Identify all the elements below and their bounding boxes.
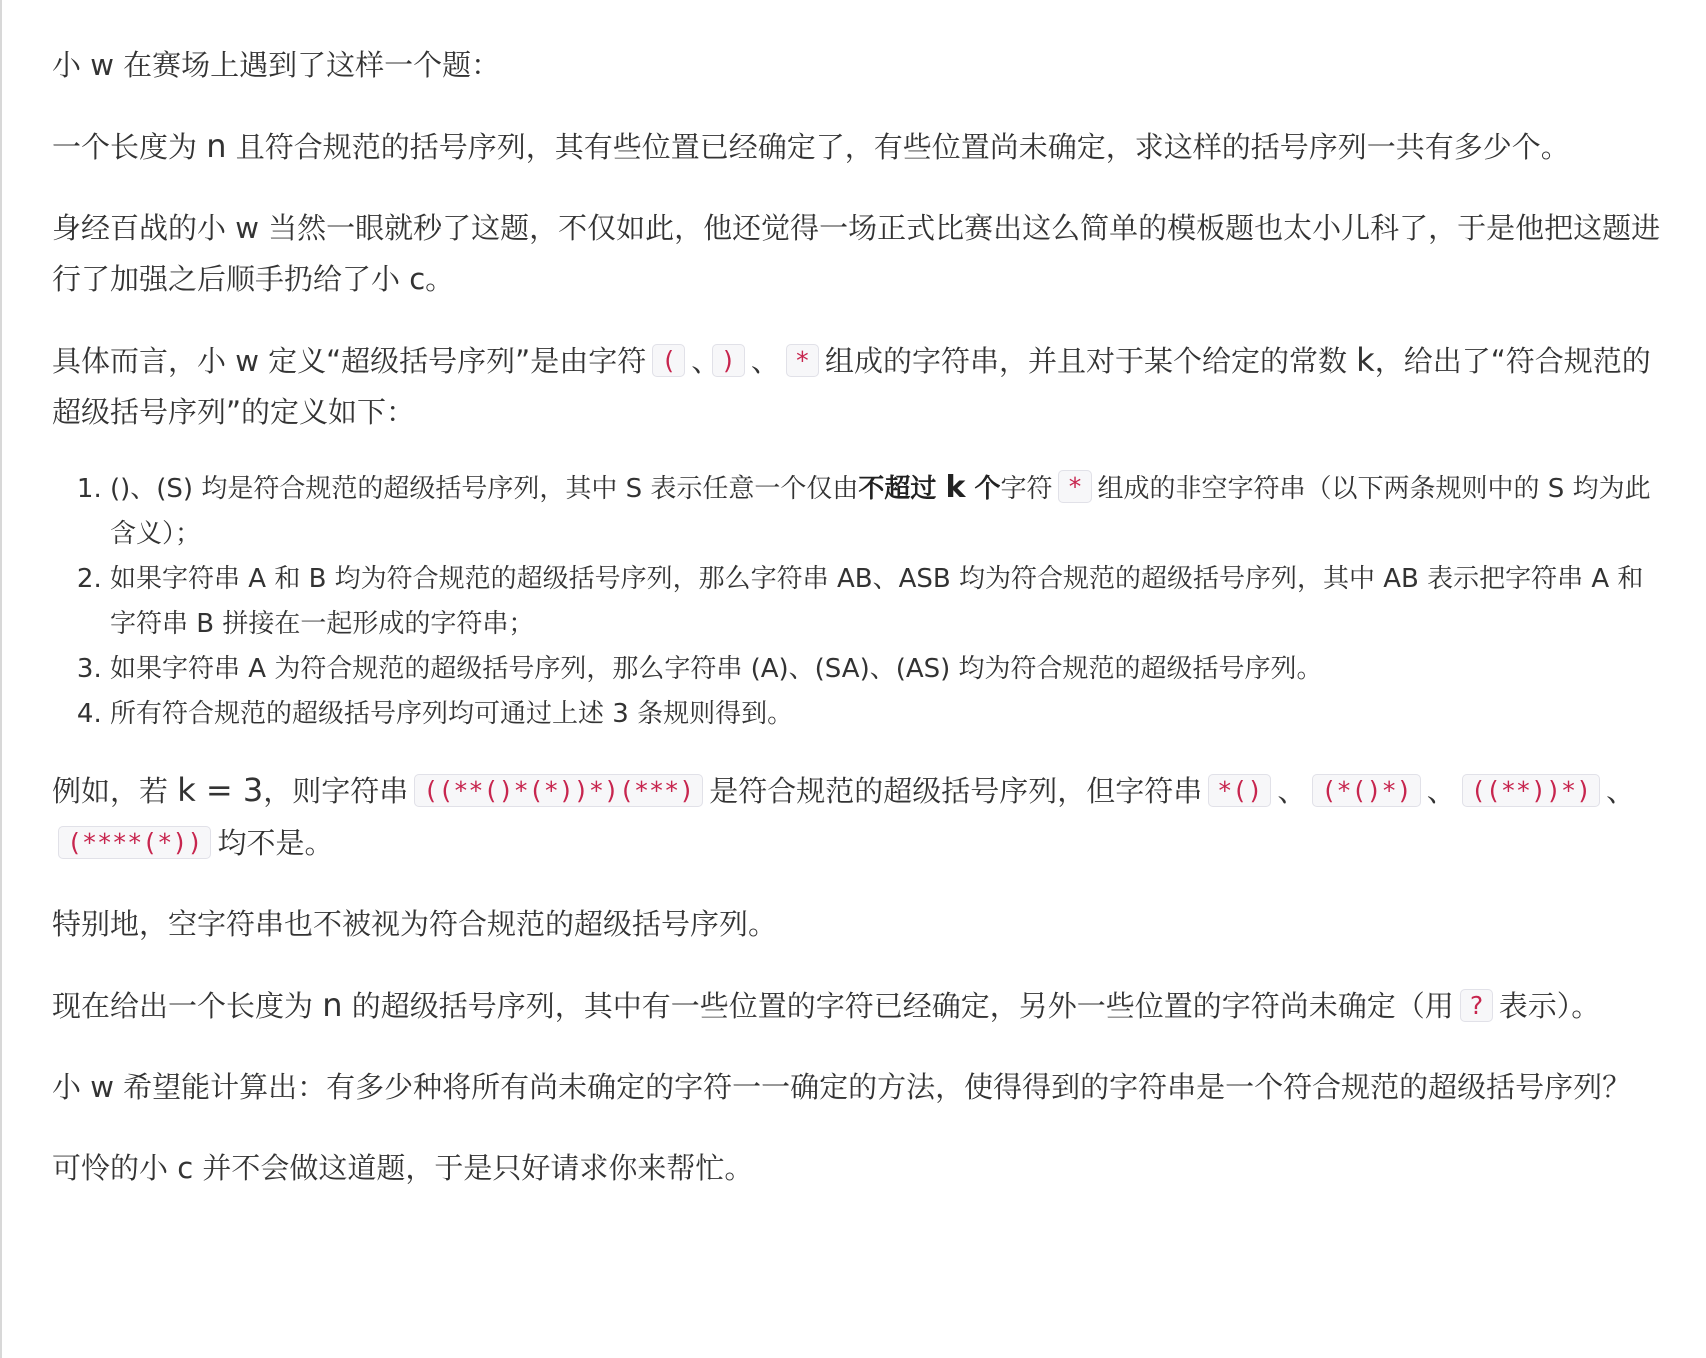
separator: 、 [1606,774,1636,808]
text: 不超过 [858,474,946,504]
text: 个 [965,474,1001,504]
code-invalid-example: (*()*) [1312,774,1420,807]
rule-item [110,647,1662,692]
text: 如果字符串 A 和 B 均为符合规范的超级括号序列，那么字符串 AB、ASB 均为符合规范的超级括号序列，其中 AB 表示把字符串 A 和字符串 B 拼接在一起形成的字符串； [110,564,1644,639]
paragraph-example [52,765,1662,869]
text: 可怜的小 c 并不会做这道题，于是只好请求你来帮忙。 [52,1151,754,1185]
text: 表示）。 [1498,989,1601,1023]
text: ，则字符串 [263,774,409,808]
rule-item [110,464,1662,557]
paragraph-intro [52,40,1662,91]
left-border [0,0,2,1358]
separator: 、 [1277,774,1307,808]
text: 组成的字符串，并且对于某个给定的常数 [824,344,1357,378]
code-question-mark: ? [1460,989,1493,1022]
code-asterisk: * [1058,470,1091,503]
code-close-paren: ) [712,344,745,377]
code-invalid-example: (****(*)) [58,826,211,859]
text: 所有符合规范的超级括号序列均可通过上述 3 条规则得到。 [110,699,794,729]
text: 小 w 希望能计算出：有多少种将所有尚未确定的字符一一确定的方法，使得得到的字符串是一个符合规范的超级括号序列？ [52,1070,1632,1104]
rule-item [110,557,1662,647]
separator: 、 [691,344,706,378]
variable-n: n [206,127,227,165]
text: ()、(S) 均是符合规范的超级括号序列，其中 S 表示任意一个仅由 [110,474,859,504]
variable-k: k [945,470,966,505]
paragraph-definition [52,335,1662,438]
paragraph-original-problem [52,121,1662,173]
text: 且符合规范的括号序列，其有些位置已经确定了，有些位置尚未确定，求这样的括号序列一共有多少个。 [226,130,1570,164]
intro-text: 小 w 在赛场上遇到了这样一个题： [52,48,501,82]
variable-n: n [322,986,343,1024]
bold-text [858,470,1001,505]
paragraph-story [52,203,1662,305]
text: 例如，若 [52,774,178,808]
text: 是符合规范的超级括号序列，但字符串 [709,774,1203,808]
text: 组成的非空字符串（以下两条规则中的 S 均为此含义）； [110,474,1651,549]
text: 字符 [1000,474,1053,504]
code-invalid-example: *() [1208,774,1271,807]
paragraph-task [52,980,1662,1032]
text: 现在给出一个长度为 [52,989,323,1023]
text: 均不是。 [217,826,334,860]
paragraph-closing [52,1143,1662,1194]
paragraph-question [52,1062,1662,1113]
rule-item [110,692,1662,737]
separator: 、 [1426,774,1456,808]
text: 具体而言，小 w 定义“超级括号序列”是由字符 [52,344,647,378]
text: 的超级括号序列，其中有一些位置的字符已经确定，另外一些位置的字符尚未确定（用 [342,989,1454,1023]
text: 特别地，空字符串也不被视为符合规范的超级括号序列。 [52,907,778,941]
variable-k-equals: k = 3 [177,771,264,809]
story-text: 身经百战的小 w 当然一眼就秒了这题，不仅如此，他还觉得一场正式比赛出这么简单的模板题也太小儿科了，于是他把这题进行了加强之后顺手扔给了小 c。 [52,211,1661,296]
variable-k: k [1356,341,1375,379]
code-valid-example: ((**()*(*))*)(***) [414,774,703,807]
text: 一个长度为 [52,130,207,164]
problem-statement [52,40,1662,1224]
separator: 、 [750,344,780,378]
code-asterisk: * [786,344,819,377]
code-invalid-example: ((**))*) [1462,774,1600,807]
text: 如果字符串 A 为符合规范的超级括号序列，那么字符串 (A)、(SA)、(AS) 均为符合规范的超级括号序列。 [110,654,1323,684]
code-open-paren: ( [652,344,685,377]
text: ，给出了“符合规范的超级括号序列”的定义如下： [52,344,1651,429]
rules-list [52,464,1662,737]
paragraph-empty-string [52,899,1662,950]
